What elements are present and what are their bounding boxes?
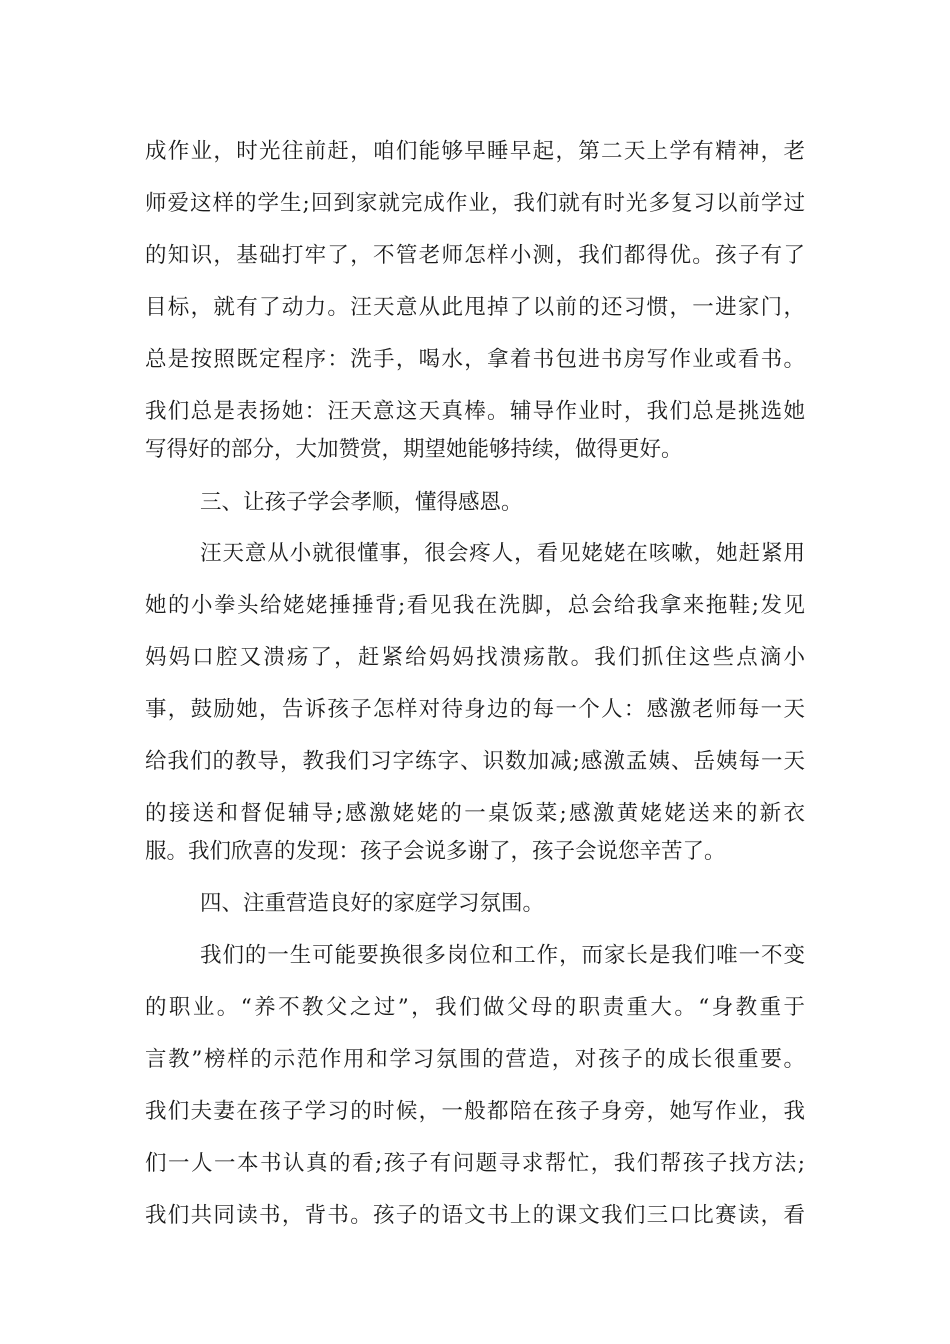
text-line: 我们的一生可能要换很多岗位和工作，而家长是我们唯一不变: [200, 943, 805, 968]
text-line: 总是按照既定程序：洗手，喝水，拿着书包进书房写作业或看书。: [145, 347, 805, 372]
section-heading: 四、注重营造良好的家庭学习氛围。: [200, 891, 545, 916]
text-line: 我们总是表扬她：汪天意这天真棒。辅导作业时，我们总是挑选她: [145, 399, 805, 424]
text-line: 的知识，基础打牢了，不管老师怎样小测，我们都得优。孩子有了: [145, 243, 805, 268]
text-line: 我们共同读书，背书。孩子的语文书上的课文我们三口比赛读，看: [145, 1203, 805, 1228]
text-line: 妈妈口腔又溃疡了，赶紧给妈妈找溃疡散。我们抓住这些点滴小: [145, 645, 805, 670]
text-line: 的接送和督促辅导;感激姥姥的一桌饭菜;感激黄姥姥送来的新衣: [145, 801, 805, 826]
text-line: 言教”榜样的示范作用和学习氛围的营造，对孩子的成长很重要。: [145, 1047, 805, 1072]
section-heading: 三、让孩子学会孝顺，懂得感恩。: [200, 490, 523, 515]
text-line: 师爱这样的学生;回到家就完成作业，我们就有时光多复习以前学过: [145, 191, 805, 216]
text-line: 给我们的教导，教我们习字练字、识数加减;感激孟姨、岳姨每一天: [145, 749, 805, 774]
text-line: 她的小拳头给姥姥捶捶背;看见我在洗脚，总会给我拿来拖鞋;发见: [145, 593, 805, 618]
text-line: 的职业。“养不教父之过”，我们做父母的职责重大。“身教重于: [145, 995, 805, 1020]
text-line: 成作业，时光往前赶，咱们能够早睡早起，第二天上学有精神，老: [145, 139, 805, 164]
text-line: 目标，就有了动力。汪天意从此甩掉了以前的还习惯，一进家门，: [145, 295, 805, 320]
text-line: 我们夫妻在孩子学习的时候，一般都陪在孩子身旁，她写作业，我: [145, 1099, 805, 1124]
text-line: 们一人一本书认真的看;孩子有问题寻求帮忙，我们帮孩子找方法;: [145, 1151, 805, 1176]
text-line: 汪天意从小就很懂事，很会疼人，看见姥姥在咳嗽，她赶紧用: [200, 541, 805, 566]
text-line: 写得好的部分，大加赞赏，期望她能够持续，做得更好。: [145, 437, 683, 462]
text-line: 事，鼓励她，告诉孩子怎样对待身边的每一个人：感激老师每一天: [145, 697, 805, 722]
text-line: 服。我们欣喜的发现：孩子会说多谢了，孩子会说您辛苦了。: [145, 839, 726, 864]
